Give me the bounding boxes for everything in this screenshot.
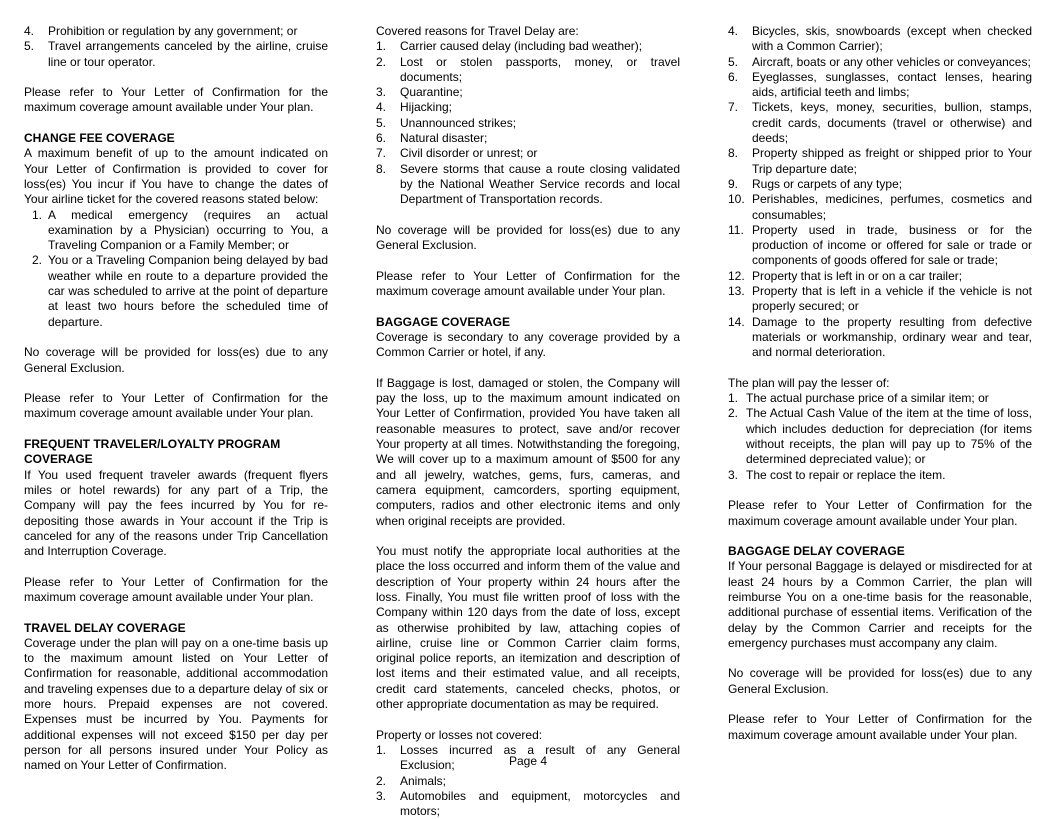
list-item-number: 5. (376, 115, 387, 130)
paragraph: Coverage under the plan will pay on a one-time basis up to the maximum amount listed on Your Letter of Confirmation for reasonable, additional accommodation and traveling expenses due to a departure delay of six or more hours. Prepaid expenses are not covered. Expenses must be incurred by You. Payments for additional expenses will not exceed $150 per day per person for all persons insured under Your Policy as named on Your Letter of Confirmation. (24, 635, 328, 773)
paragraph: No coverage will be provided for loss(es) due to any General Exclusion. (24, 345, 328, 375)
section-heading: BAGGAGE COVERAGE (376, 314, 511, 329)
section-heading: BAGGAGE DELAY COVERAGE (728, 544, 905, 559)
paragraph-spacer (376, 208, 680, 223)
paragraph: No coverage will be provided for loss(es) due to any General Exclusion. (728, 666, 1032, 696)
list-item-text: Perishables, medicines, perfumes, cosmetics and consumables; (752, 192, 1032, 222)
list-item (376, 131, 680, 146)
list-item (728, 315, 1032, 361)
paragraph-spacer (24, 559, 328, 574)
paragraph-spacer (728, 361, 1032, 376)
paragraph: If You used frequent traveler awards (frequent flyers miles or hotel rewards) for any part of a Trip, the Company will pay the fees incurred by You for re-depositing those awards in Your account if the Trip is canceled for any of the reasons under Trip Cancellation and Interruption Coverage. (24, 467, 328, 559)
list-item (24, 253, 328, 329)
list-item-text: Property that is left in or on a car trailer; (752, 268, 963, 283)
paragraph-spacer (728, 651, 1032, 666)
list-item-text: Damage to the property resulting from defective materials or workmanship, ordinary wear and tear, and normal deterioration. (752, 314, 1032, 360)
paragraph-spacer (376, 299, 680, 314)
list-item-text: Civil disorder or unrest; or (400, 146, 538, 161)
list-item (376, 85, 680, 100)
list-item (728, 391, 1032, 406)
list-item-text: Property used in trade, business or for the production of income or offered for sale or trade or components of goods offered for sale or trade; (752, 222, 1032, 268)
paragraph: Please refer to Your Letter of Confirmation for the maximum coverage amount available under Your plan. (728, 498, 1032, 528)
list-item-number: 11. (728, 222, 744, 237)
paragraph: Please refer to Your Letter of Confirmation for the maximum coverage amount available under Your plan. (24, 391, 328, 421)
list-item-text: Aircraft, boats or any other vehicles or conveyances; (752, 54, 1031, 69)
page-number: Page 4 (508, 754, 548, 768)
list-item-text: Severe storms that cause a route closing validated by the National Weather Service records and local Department of Transportation records. (400, 161, 680, 207)
list-item-text: The Actual Cash Value of the item at the time of loss, which includes deduction for depreciation (for items without receipts, the plan will pay up to 75% of the determined depreciated value); or (746, 406, 1032, 467)
list-item-number: 3. (728, 467, 739, 482)
paragraph: You must notify the appropriate local authorities at the place the loss occurred and inform them of the value and description of Your property within 24 hours after the loss. Finally, You must file written proof of loss with the Company within 120 days from the date of loss, except as otherwise prohibited by law, attaching copies of airline, cruise line or Common Carrier claim forms, original police reports, an itemization and description of lost items and their estimated value, and all receipts, credit card statements, canceled checks, photos, or other appropriate documentation as may be required. (376, 544, 680, 712)
list-item-number: 9. (728, 176, 739, 191)
list-item-number: 2. (376, 54, 387, 69)
list-item-text: Tickets, keys, money, securities, bullion, stamps, credit cards, documents (travel or otherwise) and deeds; (752, 100, 1032, 146)
paragraph-spacer (24, 330, 328, 345)
paragraph: Coverage is secondary to any coverage provided by a Common Carrier or hotel, if any. (376, 329, 680, 360)
paragraph: Covered reasons for Travel Delay are: (376, 24, 579, 38)
paragraph: If Your personal Baggage is delayed or misdirected for at least 24 hours by a Common Carrier, the plan will reimburse You on a one-time basis for the reasonable, additional purchase of essential items. Verification of the delay by the Common Carrier and receipts for the emergency purchases must accompany any claim. (728, 559, 1032, 650)
list-item-number: 6. (728, 69, 739, 84)
list-item (376, 774, 680, 789)
numbered-list (24, 24, 328, 70)
list-item-number: 1. (376, 742, 387, 757)
list-item-number: 6. (376, 131, 387, 146)
paragraph: Property or losses not covered: (376, 727, 543, 742)
list-item (728, 100, 1032, 146)
list-item (376, 116, 680, 131)
list-item-text: A medical emergency (requires an actual examination by a Physician) occurring to You, a Traveling Companion or a Family Member; or (48, 207, 328, 253)
numbered-list (24, 208, 328, 330)
list-item-number: 13. (728, 284, 745, 299)
list-item-text: Carrier caused delay (including bad weather); (400, 39, 643, 54)
list-item-text: The cost to repair or replace the item. (746, 467, 946, 482)
paragraph: If Baggage is lost, damaged or stolen, the Company will pay the loss, up to the maximum amount indicated on Your Letter of Confirmation, provided You have taken all reasonable measures to protect, save and/or recover Your property at all times. Notwithstanding the foregoing, We will cover up to a maximum amount of $500 for any and all jewelry, watches, gems, furs, cameras, and camera equipment, camcorders, sporting equipment, computers, radios and other electronic items and only when original receipts are provided. (376, 375, 680, 528)
list-item (728, 192, 1032, 223)
list-item (728, 70, 1032, 101)
list-item-number: 1. (31, 207, 42, 222)
list-item-text: Animals; (400, 773, 447, 788)
list-item (376, 39, 680, 54)
list-item (376, 100, 680, 115)
list-item-number: 14. (728, 314, 745, 329)
list-item (376, 162, 680, 208)
list-item-text: Lost or stolen passports, money, or travel documents; (400, 54, 680, 84)
paragraph-spacer (24, 376, 328, 391)
paragraph-spacer (24, 70, 328, 85)
list-item (728, 223, 1032, 269)
paragraph: The plan will pay the lesser of: (728, 375, 890, 390)
list-item (24, 39, 328, 70)
list-item-text: Property that is left in a vehicle if the vehicle is not properly secured; or (752, 284, 1032, 314)
list-item-number: 4. (728, 24, 739, 38)
paragraph: Please refer to Your Letter of Confirmation for the maximum coverage amount available under Your plan. (24, 85, 328, 115)
list-item (376, 789, 680, 819)
paragraph-spacer (24, 116, 328, 131)
section-heading: FREQUENT TRAVELER/LOYALTY PROGRAM COVERAGE (24, 437, 281, 467)
column-1 (24, 24, 328, 774)
paragraph-spacer (376, 529, 680, 544)
list-item-number: 3. (376, 788, 387, 803)
paragraph: Please refer to Your Letter of Confirmation for the maximum coverage amount available under Your plan. (728, 712, 1032, 742)
list-item-number: 8. (728, 146, 739, 161)
list-item-text: Unannounced strikes; (400, 115, 517, 130)
section-heading: CHANGE FEE COVERAGE (24, 131, 175, 146)
list-item (24, 24, 328, 39)
list-item (728, 468, 1032, 483)
list-item (728, 269, 1032, 284)
list-item-number: 1. (728, 391, 739, 406)
list-item-text: The actual purchase price of a similar item; or (746, 391, 989, 406)
paragraph-spacer (376, 361, 680, 376)
list-item-number: 7. (728, 100, 739, 115)
list-item-text: Prohibition or regulation by any government; or (48, 24, 298, 38)
numbered-list (728, 24, 1032, 361)
list-item (728, 406, 1032, 467)
list-item (728, 55, 1032, 70)
list-item-number: 2. (376, 773, 387, 788)
list-item-text: Losses incurred as a result of any General Exclusion; (400, 742, 680, 773)
list-item (728, 177, 1032, 192)
paragraph: No coverage will be provided for loss(es) due to any General Exclusion. (376, 222, 680, 253)
paragraph-spacer (728, 529, 1032, 544)
paragraph-spacer (376, 253, 680, 268)
list-item-text: Quarantine; (400, 85, 463, 100)
list-item-number: 1. (376, 39, 387, 54)
list-item-number: 4. (376, 100, 387, 115)
paragraph: Please refer to Your Letter of Confirmation for the maximum coverage amount available under Your plan. (376, 268, 680, 299)
list-item (728, 284, 1032, 315)
list-item-number: 4. (24, 24, 35, 38)
list-item-number: 2. (728, 406, 739, 421)
list-item (728, 24, 1032, 55)
list-item-number: 5. (24, 39, 35, 54)
list-item-text: Travel arrangements canceled by the airline, cruise line or tour operator. (48, 39, 328, 69)
paragraph-spacer (24, 422, 328, 437)
list-item (376, 55, 680, 86)
numbered-list (728, 391, 1032, 483)
numbered-list (376, 39, 680, 207)
paragraph: A maximum benefit of up to the amount indicated on Your Letter of Confirmation is provided to cover for loss(es) You incur if You have to change the dates of Your airline ticket for the covered reasons stated below: (24, 146, 328, 207)
list-item-text: Eyeglasses, sunglasses, contact lenses, hearing aids, artificial teeth and limbs; (752, 69, 1032, 100)
list-item-text: Hijacking; (400, 100, 453, 115)
list-item-text: Natural disaster; (400, 131, 488, 146)
list-item-number: 7. (376, 146, 387, 161)
column-2 (376, 24, 680, 819)
list-item-number: 2. (31, 253, 42, 268)
paragraph-spacer (24, 605, 328, 620)
list-item-text: Bicycles, skis, snowboards (except when checked with a Common Carrier); (752, 24, 1032, 54)
list-item-text: Automobiles and equipment, motorcycles and motors; (400, 788, 680, 819)
list-item-number: 3. (376, 85, 387, 100)
list-item (24, 208, 328, 254)
list-item-text: Rugs or carpets of any type; (752, 176, 903, 191)
section-heading: TRAVEL DELAY COVERAGE (24, 620, 186, 635)
paragraph: Please refer to Your Letter of Confirmation for the maximum coverage amount available under Your plan. (24, 574, 328, 604)
paragraph-spacer (728, 483, 1032, 498)
list-item (728, 146, 1032, 177)
paragraph-spacer (376, 712, 680, 727)
paragraph-spacer (728, 697, 1032, 712)
list-item-number: 10. (728, 192, 745, 207)
list-item-text: You or a Traveling Companion being delayed by bad weather while en route to a departure provided the car was scheduled to arrive at the point of departure at least two hours before the scheduled time of departure. (48, 253, 328, 329)
list-item-number: 5. (728, 54, 739, 69)
list-item (376, 146, 680, 161)
list-item-text: Property shipped as freight or shipped prior to Your Trip departure date; (752, 146, 1032, 176)
column-3 (728, 24, 1032, 743)
list-item-number: 12. (728, 268, 745, 283)
list-item-number: 8. (376, 161, 387, 176)
